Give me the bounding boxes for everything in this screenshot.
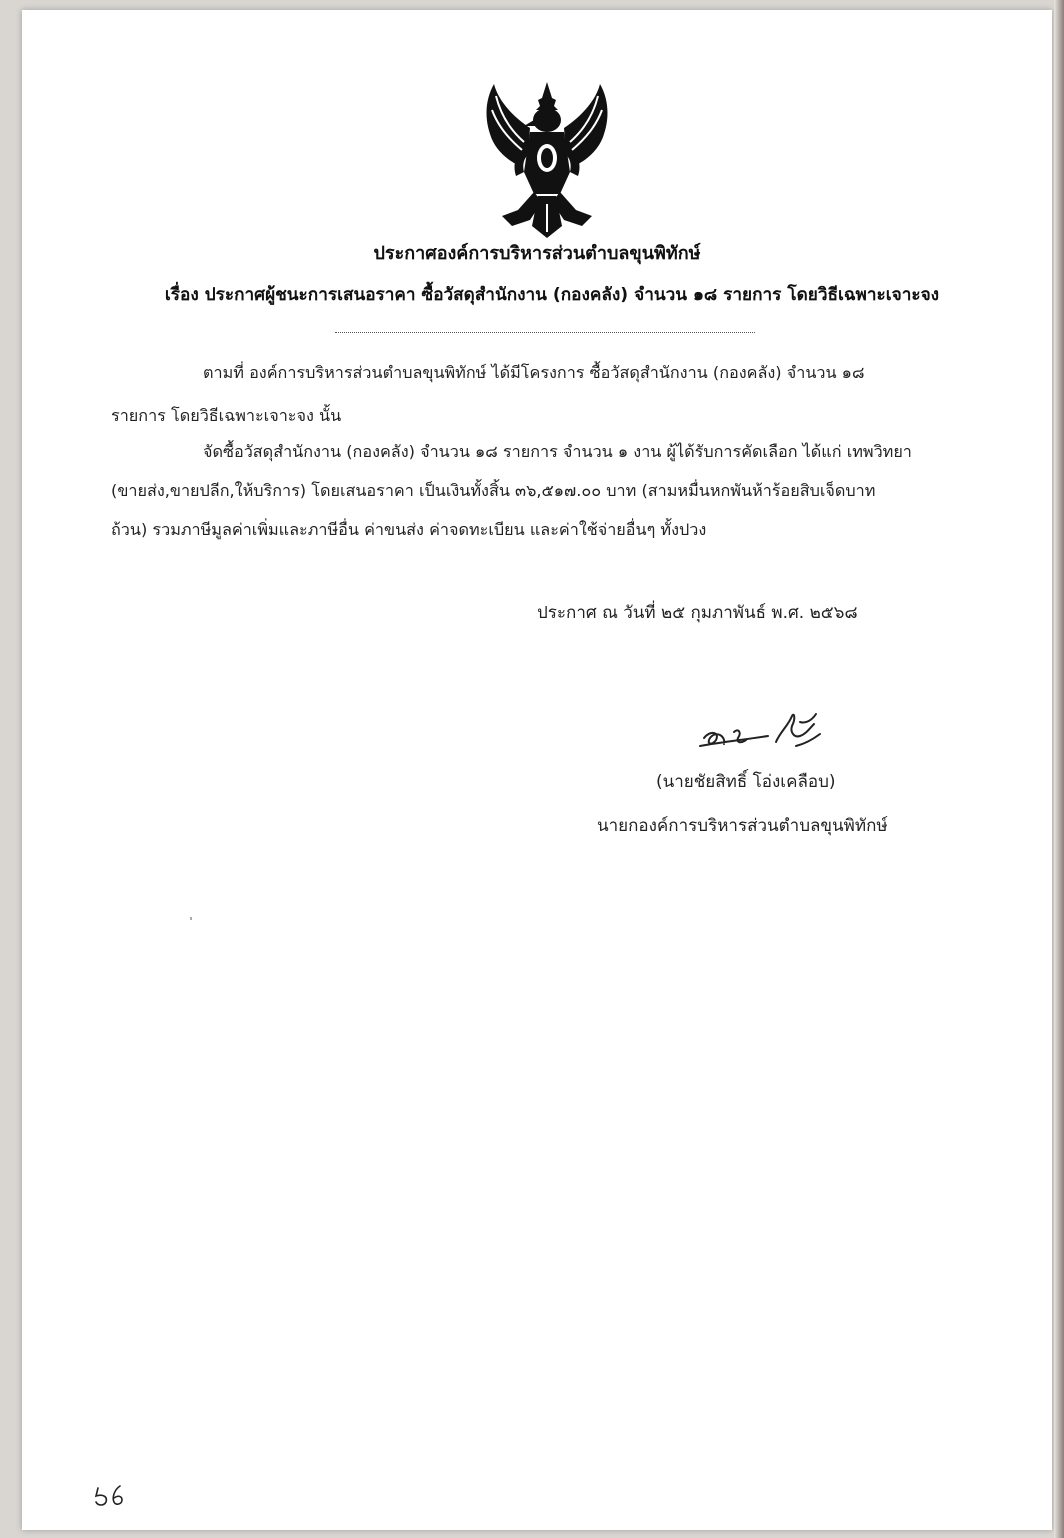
paragraph-2-line-2: (ขายส่ง,ขายปลีก,ให้บริการ) โดยเสนอราคา เป็นเงินทั้งสิ้น ๓๖,๕๑๗.๐๐ บาท (สามหมื่นหกพันห้าร้อยสิบเจ็ดบาท <box>111 481 876 500</box>
signer-name: (นายชัยสิทธิ์ โอ่งเคลือบ) <box>656 772 836 792</box>
paragraph-1-line-2: รายการ โดยวิธีเฉพาะเจาะจง นั้น <box>111 406 342 425</box>
handwritten-signature <box>692 702 837 762</box>
scan-shadow-edge <box>1054 0 1064 1538</box>
announcement-title: ประกาศองค์การบริหารส่วนตำบลขุนพิทักษ์ <box>373 243 701 264</box>
announcement-date: ประกาศ ณ วันที่ ๒๕ กุมภาพันธ์ พ.ศ. ๒๕๖๘ <box>537 603 858 623</box>
document-page <box>22 10 1052 1530</box>
signer-title: นายกองค์การบริหารส่วนตำบลขุนพิทักษ์ <box>597 816 888 836</box>
handwritten-page-number <box>90 1480 135 1510</box>
paragraph-2-line-3: ถ้วน) รวมภาษีมูลค่าเพิ่มและภาษีอื่น ค่าขนส่ง ค่าจดทะเบียน และค่าใช้จ่ายอื่นๆ ทั้งปวง <box>111 520 707 539</box>
announcement-subject: เรื่อง ประกาศผู้ชนะการเสนอราคา ซื้อวัสดุสำนักงาน (กองคลัง) จำนวน ๑๘ รายการ โดยวิธีเฉพาะเจาะจง <box>164 285 940 305</box>
paragraph-1-line-1: ตามที่ องค์การบริหารส่วนตำบลขุนพิทักษ์ ได้มีโครงการ ซื้อวัสดุสำนักงาน (กองคลัง) จำนวน ๑๘ <box>203 363 865 382</box>
paper-speck <box>190 917 192 920</box>
paragraph-2-line-1: จัดซื้อวัสดุสำนักงาน (กองคลัง) จำนวน ๑๘ รายการ จำนวน ๑ งาน ผู้ได้รับการคัดเลือก ได้แก่ เทพวิทยา <box>203 442 912 461</box>
divider-line <box>335 332 755 333</box>
garuda-emblem-icon <box>472 76 622 246</box>
